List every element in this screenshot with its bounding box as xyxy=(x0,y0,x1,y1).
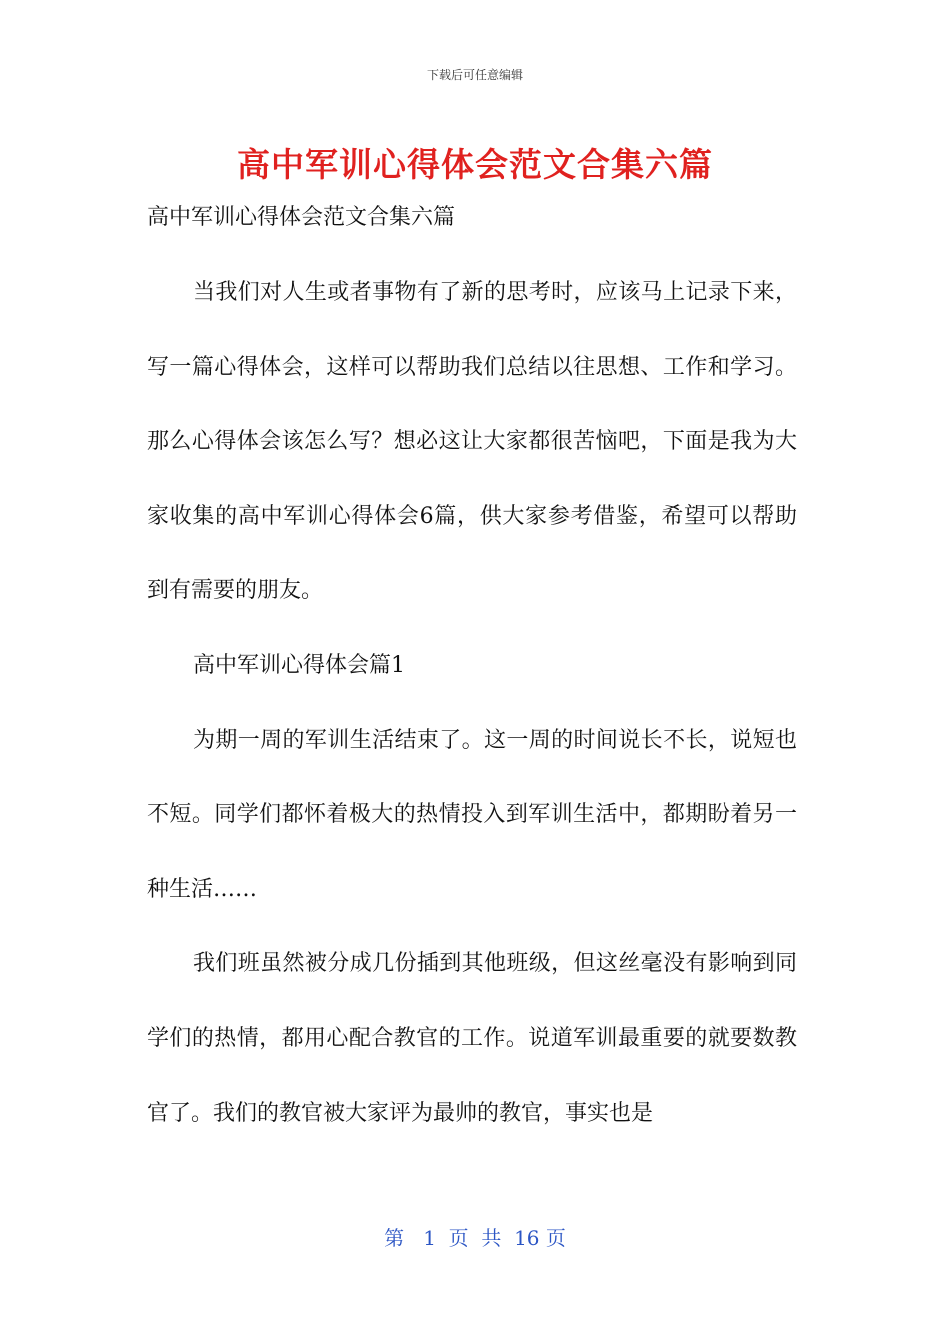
subtitle-line: 高中军训心得体会范文合集六篇 xyxy=(147,205,456,230)
page-footer-number: 第 1 页 共 16 页 xyxy=(384,1226,566,1250)
section-heading-1: 高中军训心得体会篇1 xyxy=(193,652,405,678)
paragraph-intro: 当我们对人生或者事物有了新的思考时，应该马上记录下来，写一篇心得体会，这样可以帮助我们总结以往思想、工作和学习。那么心得体会该怎么写？想必这让大家都很苦恼吧，下面是我为大家收集的高中军训心得体会6篇，供大家参考借鉴，希望可以帮助到有需要的朋友。 xyxy=(147,280,797,604)
document-body xyxy=(147,256,797,1151)
page-header-note: 下载后可任意编辑 xyxy=(426,68,523,82)
document-title: 高中军训心得体会范文合集六篇 xyxy=(237,145,713,184)
document-subtitle xyxy=(147,181,797,256)
paragraph-1: 为期一周的军训生活结束了。这一周的时间说长不长，说短也不短。同学们都怀着极大的热情投入到军训生活中，都期盼着另一种生活…… xyxy=(147,727,797,902)
paragraph-2: 我们班虽然被分成几份插到其他班级，但这丝毫没有影响到同学们的热情，都用心配合教官的工作。说道军训最重要的就要数教官了。我们的教官被大家评为最帅的教官，事实也是 xyxy=(147,951,797,1126)
